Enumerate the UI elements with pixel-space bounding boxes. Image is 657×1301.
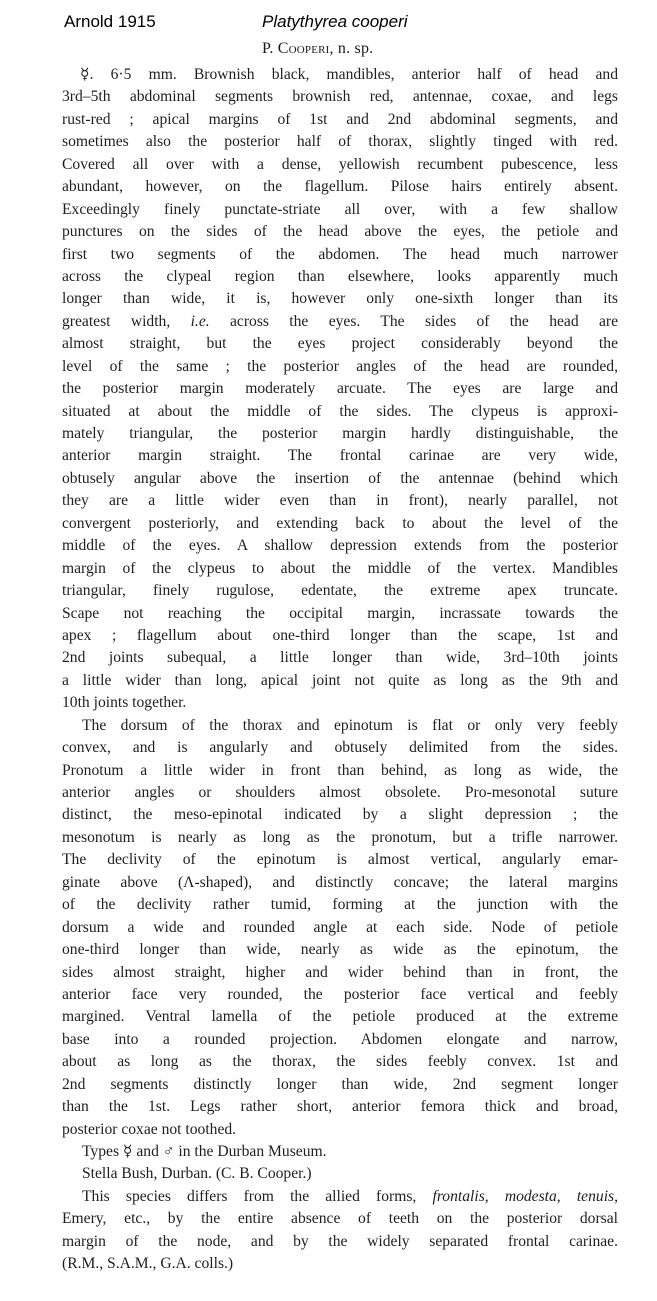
text-line: 2nd segments distinctly longer than wide, 2nd segment longer (62, 1075, 618, 1093)
header-author-year: Arnold 1915 (64, 12, 156, 31)
text-line: longer than wide, it is, however only one-sixth longer than its (62, 290, 618, 308)
text-line: sometimes also the posterior half of thorax, slightly tinged with red. (62, 133, 618, 151)
description-body (62, 64, 618, 1276)
text-line: margined. Ventral lamella of the petiole produced at the extreme (62, 1008, 618, 1026)
text-line: greatest width, i.e. across the eyes. The sides of the head are (62, 312, 619, 330)
title-prefix: P. (262, 40, 278, 57)
text-line: Pronotum a little wider in front than behind, as long as wide, the (62, 761, 618, 779)
text-line: obtusely angular above the insertion of the antennae (behind which (62, 469, 618, 487)
text-line: anterior margin straight. The frontal carinae are very wide, (62, 447, 618, 465)
text-line: base into a rounded projection. Abdomen elongate and narrow, (62, 1030, 618, 1048)
text-line: rust-red ; apical margins of 1st and 2nd abdominal segments, and (62, 110, 618, 128)
text-line: anterior face very rounded, the posterior face vertical and feebly (62, 985, 618, 1003)
species-title (262, 40, 373, 58)
text-line: 3rd–5th abdominal segments brownish red, antennae, coxae, and legs (62, 88, 618, 106)
text-line: anterior angles or shoulders almost obsolete. Pro-mesonotal suture (62, 784, 618, 801)
text-line: first two segments of the abdomen. The head much narrower (62, 245, 618, 263)
title-suffix: , n. sp. (329, 40, 374, 57)
text-line: mesonotum is nearly as long as the pronotum, but a trifle narrower. (62, 828, 618, 846)
text-line: of the declivity rather tumid, forming at the junction with the (62, 896, 618, 914)
text-line: level of the same ; the posterior angles of the head are rounded, (62, 357, 618, 375)
text-line: ☿. 6·5 mm. Brownish black, mandibles, anterior half of head and (80, 66, 618, 83)
text-line: The declivity of the epinotum is almost vertical, angularly emar- (62, 851, 618, 869)
text-line: mately triangular, the posterior margin hardly distinguishable, the (62, 425, 618, 442)
text-line: apex ; flagellum about one-third longer than the scape, 1st and (62, 626, 618, 644)
text-line: margin of the clypeus to about the middle of the vertex. Mandibles (62, 559, 618, 577)
text-line: across the clypeal region than elsewhere, looks apparently much (62, 267, 618, 285)
text-line: The dorsum of the thorax and epinotum is flat or only very feebly (82, 716, 618, 734)
text-line: situated at about the middle of the sides. The clypeus is approxi- (62, 402, 618, 420)
text-line: Stella Bush, Durban. (C. B. Cooper.) (82, 1165, 312, 1183)
title-name: Cooperi (277, 40, 330, 57)
text-line: Exceedingly finely punctate-striate all over, with a few shallow (62, 200, 618, 218)
text-line: abundant, however, on the flagellum. Pilose hairs entirely absent. (62, 178, 618, 196)
text-line: the posterior margin moderately arcuate. The eyes are large and (62, 380, 618, 398)
text-line: posterior coxae not toothed. (62, 1120, 237, 1138)
text-line: triangular, finely rugulose, edentate, the extreme apex truncate. (62, 582, 618, 600)
text-line: This species differs from the allied forms, frontalis, modesta, tenuis, (82, 1187, 618, 1205)
text-line: about as long as the thorax, the sides feebly convex. 1st and (62, 1053, 618, 1071)
text-line: Types ☿ and ♂ in the Durban Museum. (82, 1143, 327, 1160)
text-line: Scape not reaching the occipital margin, incrassate towards the (62, 604, 618, 622)
text-line: dorsum a wide and rounded angle at each side. Node of petiole (62, 918, 618, 936)
text-line: one-third longer than wide, nearly as wide as the epinotum, the (62, 941, 618, 959)
text-line: 10th joints together. (62, 694, 187, 712)
text-line: 2nd joints subequal, a little longer than wide, 3rd–10th joints (62, 649, 618, 667)
text-line: ginate above (Λ-shaped), and distinctly concave; the lateral margins (62, 873, 618, 891)
text-line: (R.M., S.A.M., G.A. colls.) (62, 1255, 234, 1273)
text-line: middle of the eyes. A shallow depression extends from the posterior (62, 537, 618, 555)
text-line: margin of the node, and by the widely separated frontal carinae. (62, 1232, 618, 1250)
text-line: sides almost straight, higher and wider behind than in front, the (62, 963, 618, 981)
text-line: Covered all over with a dense, yellowish recumbent pubescence, less (62, 155, 618, 173)
text-line: they are a little wider even than in front), nearly parallel, not (62, 492, 618, 510)
text-line: distinct, the meso-epinotal indicated by a slight depression ; the (62, 806, 618, 824)
text-line: almost straight, but the eyes project considerably beyond the (62, 335, 618, 353)
text-line: convex, and is angularly and obtusely delimited from the sides. (62, 739, 618, 757)
header-species-name: Platythyrea cooperi (262, 12, 408, 31)
text-line: Emery, etc., by the entire absence of teeth on the posterior dorsal (62, 1210, 618, 1228)
text-line: than the 1st. Legs rather short, anterior femora thick and broad, (62, 1098, 618, 1116)
text-line: punctures on the sides of the head above the eyes, the petiole and (62, 223, 618, 241)
text-line: convergent posteriorly, and extending back to about the level of the (62, 514, 618, 532)
text-line: a little wider than long, apical joint not quite as long as the 9th and (62, 671, 618, 689)
